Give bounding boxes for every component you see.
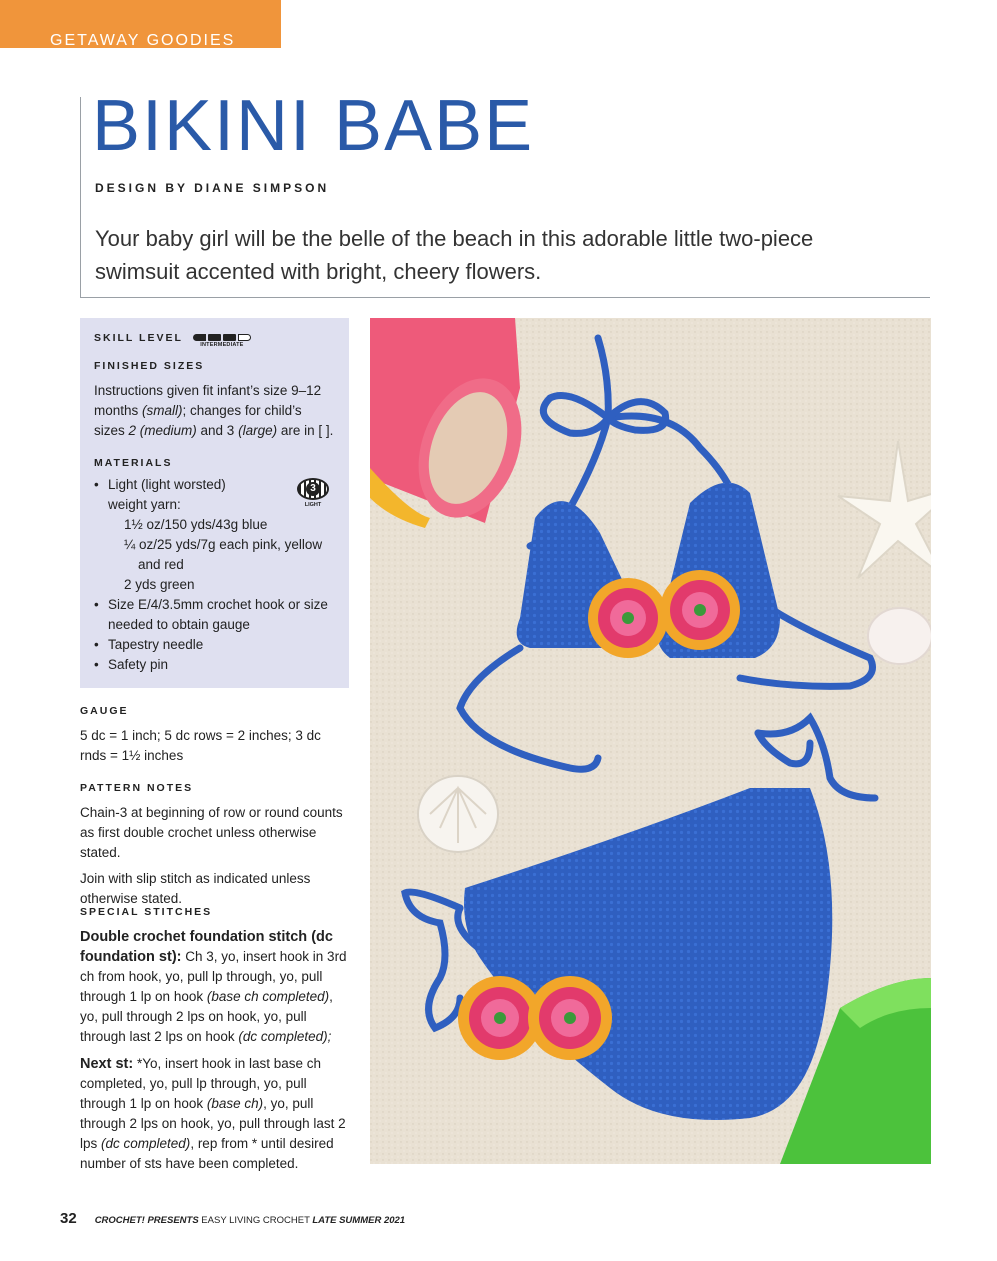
stitch-note: (dc completed) xyxy=(101,1136,191,1151)
sizes-text: ; changes for child’s sizes xyxy=(94,403,302,438)
skill-level-caption: INTERMEDIATE xyxy=(200,342,244,348)
stitch-note: (base ch completed) xyxy=(206,989,330,1004)
stitch-text: *Yo, insert hook in last base ch completed, yo, pull lp through, yo, pull through 1 lp on hook xyxy=(80,1056,322,1111)
sizes-text: Instructions given fit infant’s size 9–12 months xyxy=(94,383,322,418)
gauge-label: GAUGE xyxy=(80,705,129,717)
pattern-note: Chain-3 at beginning of row or round counts as first double crochet unless otherwise stated. xyxy=(80,805,343,860)
material-item: • Tapestry needle xyxy=(94,635,335,655)
skill-bar xyxy=(208,334,221,341)
yarn-weight-caption: LIGHT xyxy=(304,502,322,508)
stitch-name: Double crochet foundation stitch (dc foundation st): xyxy=(80,929,333,965)
size-large: (large) xyxy=(238,423,278,438)
title-rule-vertical xyxy=(80,97,81,298)
sizes-text: and 3 xyxy=(196,423,239,438)
section-tab-label: GETAWAY GOODIES xyxy=(50,32,236,49)
gauge-section xyxy=(80,705,350,766)
size-small: (small) xyxy=(142,403,183,418)
stitch-name: Next st: xyxy=(80,1056,134,1072)
stitch-text: Ch 3, yo, insert hook in 3rd ch from hook, yo, pull lp through, yo, pull through 1 lp on hook xyxy=(80,949,347,1004)
section-tab xyxy=(0,0,281,48)
materials-label: MATERIALS xyxy=(94,457,173,469)
seashell xyxy=(418,776,498,852)
size-medium xyxy=(129,423,197,438)
stitch-text: , rep from * until desired number of sts have been completed. xyxy=(80,1136,334,1171)
finished-sizes-label: FINISHED SIZES xyxy=(94,360,205,372)
material-item: • Safety pin xyxy=(94,655,335,675)
stitch-note: (dc completed); xyxy=(238,1029,332,1044)
skill-bar xyxy=(223,334,236,341)
byline: DESIGN BY DIANE SIMPSON xyxy=(95,181,330,195)
skill-level-row xyxy=(94,332,335,356)
sizes-text: are in [ ]. xyxy=(277,423,334,438)
flower xyxy=(588,578,668,658)
stitch-definition xyxy=(80,927,350,1047)
materials-list xyxy=(94,475,335,675)
page-number: 32 xyxy=(60,1210,77,1227)
seashell xyxy=(868,608,931,664)
materials-sidebar xyxy=(80,318,349,688)
pattern-notes-section xyxy=(80,782,350,909)
stitch-note: (base ch) xyxy=(206,1096,264,1111)
bikini-photo-illustration xyxy=(370,318,931,1164)
issue-name: LATE SUMMER 2021 xyxy=(312,1215,406,1226)
skill-level-graphic xyxy=(193,334,251,348)
size-medium-text: 2 (medium) xyxy=(128,423,197,438)
stitch-text: , yo, pull through 2 lps on hook, yo, pull through last 2 lps xyxy=(80,1096,346,1151)
publication-title: EASY LIVING CROCHET xyxy=(198,1215,313,1226)
pattern-note: Join with slip stitch as indicated unless otherwise stated. xyxy=(80,871,311,906)
yarn-weight-number: 3 xyxy=(306,482,320,496)
bikini-photo xyxy=(370,318,931,1164)
intro-text: Your baby girl will be the belle of the beach in this adorable little two-piece swimsuit accented with bright, cheery flowers. xyxy=(95,226,814,284)
skill-bar xyxy=(193,334,206,341)
pattern-notes-label: PATTERN NOTES xyxy=(80,782,194,794)
flower xyxy=(660,570,740,650)
material-subitem: and red xyxy=(138,557,184,572)
page-footer xyxy=(60,1210,405,1227)
material-subitem: 1½ oz/150 yds/43g blue xyxy=(124,517,268,532)
material-item: • Light (light worsted) weight yarn: xyxy=(94,475,335,515)
flower xyxy=(528,976,612,1060)
skill-level-bars xyxy=(193,334,251,341)
gauge-text: 5 dc = 1 inch; 5 dc rows = 2 inches; 3 dc rnds = 1½ inches xyxy=(80,728,321,763)
special-stitches-section xyxy=(80,906,350,1174)
skill-bar xyxy=(238,334,251,341)
material-subitem: ¼ oz/25 yds/7g each pink, yellow xyxy=(124,537,323,552)
publication-name xyxy=(95,1215,405,1226)
title-rule-horizontal xyxy=(80,297,930,298)
pattern-title: BIKINI BABE xyxy=(92,86,535,166)
material-subitem: 2 yds green xyxy=(124,577,195,592)
stitch-text: , yo, pull through 2 lps on hook, yo, pull through last 2 lps on hook xyxy=(80,989,333,1044)
skill-level-label: SKILL LEVEL xyxy=(94,332,183,344)
publication-brand: CROCHET! PRESENTS xyxy=(94,1215,199,1226)
special-stitches-label: SPECIAL STITCHES xyxy=(80,906,213,918)
stitch-definition xyxy=(80,1054,350,1174)
finished-sizes-text xyxy=(94,381,335,441)
material-item: • Size E/4/3.5mm crochet hook or size needed to obtain gauge xyxy=(94,595,335,635)
